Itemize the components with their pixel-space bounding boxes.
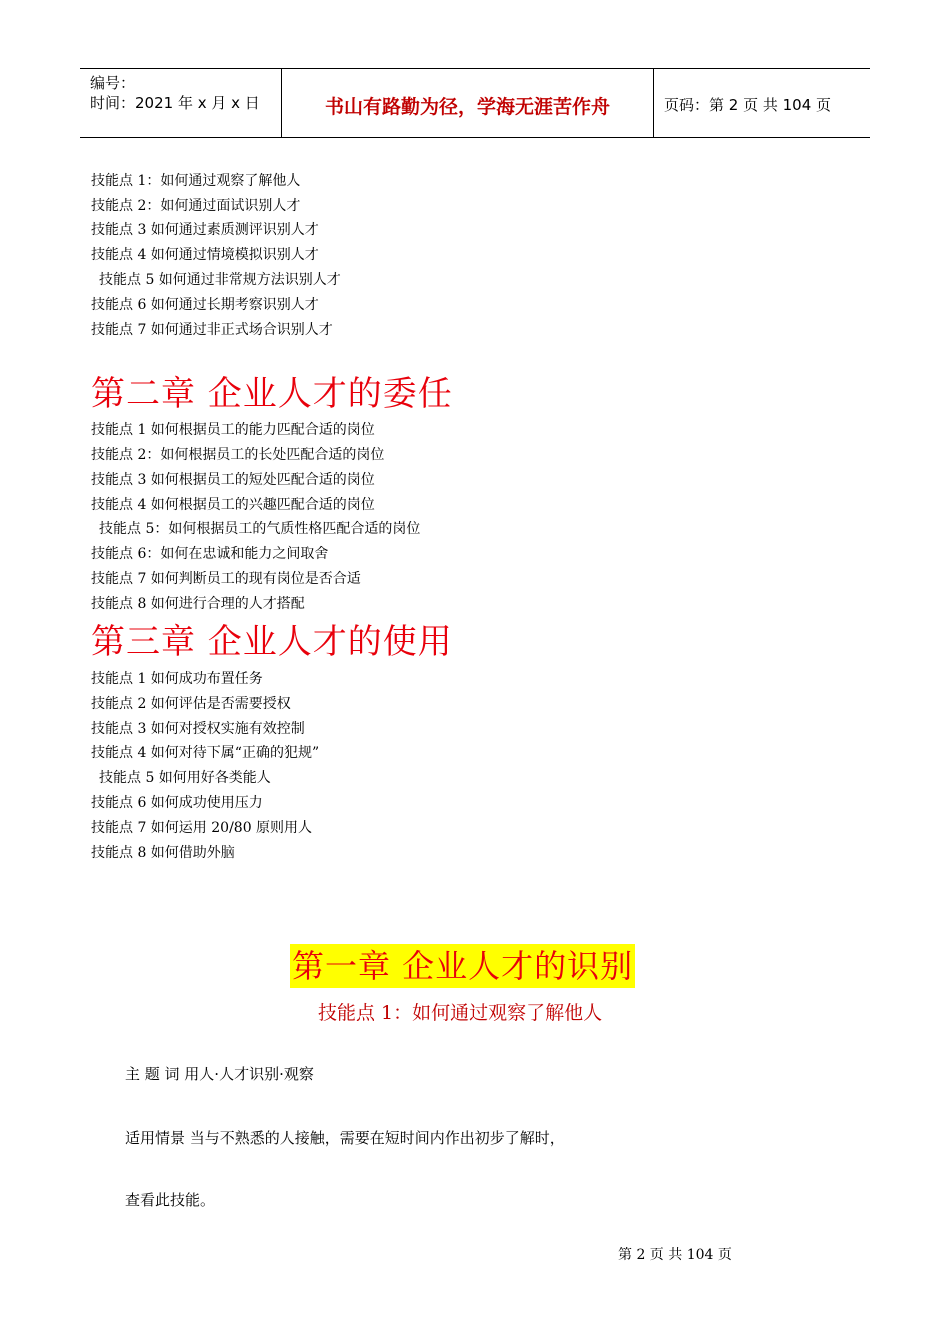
toc-item: 技能点 6 如何通过长期考察识别人才 xyxy=(91,297,319,313)
scenario-line: 适用情景 当与不熟悉的人接触，需要在短时间内作出初步了解时， xyxy=(125,1129,565,1147)
header-motto: 书山有路勤为径，学海无涯苦作舟 xyxy=(282,69,654,137)
toc-item: 技能点 1 如何根据员工的能力匹配合适的岗位 xyxy=(91,422,375,438)
skill-title: 技能点 1：如何通过观察了解他人 xyxy=(318,1002,603,1024)
toc-item: 技能点 5 如何通过非常规方法识别人才 xyxy=(99,272,341,288)
toc-item: 技能点 4 如何对待下属“正确的犯规” xyxy=(91,745,320,761)
toc-item: 技能点 3 如何根据员工的短处匹配合适的岗位 xyxy=(91,472,375,488)
toc-item: 技能点 3 如何对授权实施有效控制 xyxy=(91,721,305,737)
header-page-info: 页码：第 2 页 共 104 页 xyxy=(664,95,832,114)
toc-item: 技能点 1：如何通过观察了解他人 xyxy=(91,173,301,189)
toc-item: 技能点 6：如何在忠诚和能力之间取舍 xyxy=(91,546,329,562)
toc-item: 技能点 6 如何成功使用压力 xyxy=(91,795,263,811)
toc-item: 技能点 2：如何通过面试识别人才 xyxy=(91,198,301,214)
scenario-continuation: 查看此技能。 xyxy=(125,1191,216,1209)
toc-item: 技能点 4 如何通过情境模拟识别人才 xyxy=(91,247,319,263)
chapter-2-heading: 第二章 企业人才的委任 xyxy=(91,374,453,414)
toc-item: 技能点 7 如何运用 20/80 原则用人 xyxy=(91,820,313,836)
toc-item: 技能点 4 如何根据员工的兴趣匹配合适的岗位 xyxy=(91,497,375,513)
toc-item: 技能点 7 如何判断员工的现有岗位是否合适 xyxy=(91,571,361,587)
keywords-line: 主 题 词 用人·人才识别·观察 xyxy=(125,1065,314,1083)
chapter-3-heading: 第三章 企业人才的使用 xyxy=(91,622,453,662)
toc-item: 技能点 8 如何借助外脑 xyxy=(91,845,235,861)
toc-item: 技能点 3 如何通过素质测评识别人才 xyxy=(91,222,319,238)
toc-item: 技能点 7 如何通过非正式场合识别人才 xyxy=(91,322,333,338)
page-header xyxy=(80,68,870,138)
page-footer: 第 2 页 共 104 页 xyxy=(618,1247,732,1263)
toc-item: 技能点 5：如何根据员工的气质性格匹配合适的岗位 xyxy=(99,521,421,537)
toc-item: 技能点 2 如何评估是否需要授权 xyxy=(91,696,291,712)
chapter-1-title: 第一章 企业人才的识别 xyxy=(290,944,635,988)
toc-item: 技能点 8 如何进行合理的人才搭配 xyxy=(91,596,305,612)
header-time-label: 时间：2021 年 x 月 x 日 xyxy=(90,94,260,112)
header-meta-cell xyxy=(80,69,282,137)
toc-item: 技能点 5 如何用好各类能人 xyxy=(99,770,271,786)
toc-item: 技能点 2：如何根据员工的长处匹配合适的岗位 xyxy=(91,447,385,463)
header-code-label: 编号： xyxy=(90,74,136,92)
toc-item: 技能点 1 如何成功布置任务 xyxy=(91,671,263,687)
